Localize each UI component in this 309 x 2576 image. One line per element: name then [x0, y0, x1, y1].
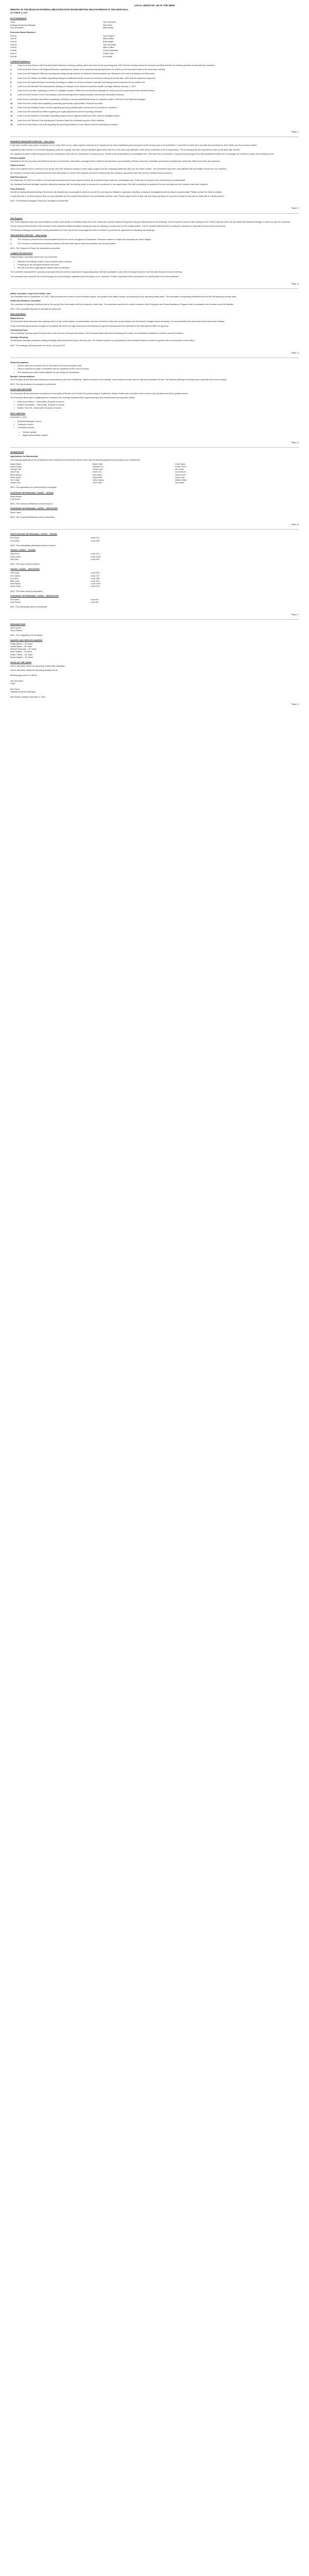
- list-item: David Hughes – 20 Years: [10, 655, 33, 658]
- member-name: Frank Green: [175, 465, 186, 468]
- motion-item: [10, 123, 299, 126]
- travel-heading: TRAVEL CARDS – ISSUED: [10, 549, 36, 552]
- member-name: Ryan Reid: [93, 476, 102, 479]
- list-item: • Met with local MLA regarding the skilled trades certification.: [18, 266, 299, 269]
- person-name: Matt Long: [10, 579, 20, 582]
- item-number: 4.: [10, 76, 12, 79]
- page-number: Page | 6: [291, 523, 299, 526]
- motion-text: MSC: The applications for membership be accepted.: [10, 486, 57, 489]
- bm-sub-heading: Staff Recruitment: [10, 176, 27, 179]
- travel-list: [10, 552, 299, 561]
- good-of-union-heading: GOOD OF THE UNION: [10, 660, 31, 664]
- person-name: Phil Olsen: [10, 598, 20, 601]
- committee-bullets: [10, 260, 299, 269]
- new-business-sub-heading: Scholarship Fund: [10, 328, 27, 331]
- paragraph: Our dispatch numbers remain strong and we are continuing to work with our contractors to ensure that our members are being utilized on all available work. We have seen an increase in requests for journeypersons with specialized tickets and I encourage our members to keep their training current.: [10, 152, 274, 155]
- list-item: [10, 558, 299, 561]
- paragraph: Our Assistant Business Manager has been attending meetings with the training center to discuss the recruitment of new apprentices. We will be providing an update at the next meeting once the numbers have been finalized.: [10, 183, 209, 186]
- treasurer-report: [10, 234, 299, 249]
- member-name: Edward Fox: [93, 465, 104, 468]
- treasurer-heading: TREASURER'S REPORT – Mike Meikle: [10, 234, 47, 237]
- member-name: Chris Davis: [175, 462, 185, 465]
- item-text: Letter from the Women's Committee requesting support for the regional conference. MSC that two delegates attend.: [18, 114, 121, 117]
- good-of-union-section: [10, 661, 299, 698]
- list-item: Carl Brown: [10, 498, 21, 501]
- membership-heading: MEMBERSHIP: [10, 451, 24, 454]
- new-business-bullets: [10, 364, 299, 374]
- board-member: Tom McCarthy: [103, 43, 116, 46]
- new-business-section: [10, 313, 299, 347]
- item-number: 1.: [10, 63, 12, 66]
- paragraph: The committee met on September 15, 2021. Topics included the review of recent incident reports, the update of the safety manual, and planning for the upcoming safety week. The committee is requesting additional funds for first aid training at remote sites.: [10, 295, 237, 298]
- motion-item: [10, 110, 299, 113]
- committee-sub-heading: Safety Committee report from Shawn Tyler: [10, 292, 51, 295]
- new-business-sub-heading: Member Communications: [10, 375, 35, 378]
- committee-reports: [10, 252, 299, 277]
- signature-role: Chair: [10, 682, 15, 685]
- bm-sub-body: [10, 167, 299, 174]
- item-number: 2.: [10, 242, 12, 245]
- motion-item: [10, 119, 299, 122]
- withdrawal-heading: HONORARY WITHDRAWAL CARDS – ISSUED: [10, 491, 54, 494]
- new-business-heading: NEW BUSINESS: [10, 312, 26, 315]
- paragraph: The committee also reviewed the recent changes to provincial labour legislation and the impact on our members. Further information will be provided to the membership in the next newsletter.: [10, 275, 179, 278]
- paragraph: The following applications for membership were reviewed by the Executive Board. MSC that the following applicants be accepted into membership.: [10, 458, 141, 461]
- member-name: Peter Quinn: [10, 476, 21, 479]
- bm-sub-heading: Pipeline Sector: [10, 164, 25, 167]
- member-name: Xavier York: [10, 481, 21, 484]
- list-item: Phillip Nelson – 40 Years: [10, 642, 33, 645]
- attendance-section: [10, 17, 299, 58]
- list-item: Terry Roberts: [10, 629, 23, 632]
- good-and-welfare: [10, 388, 299, 409]
- item-number: 8.: [10, 93, 12, 96]
- list-item: • Work is expected to begin in November and be completed by the end of the year.: [18, 367, 299, 370]
- motion-item: [10, 85, 299, 88]
- officer-role: Assistant Business Manager: [10, 23, 36, 26]
- item-number: 5.: [10, 80, 12, 83]
- board-unit: Unit #1: [10, 34, 17, 37]
- list-item: • Committee reports: [18, 426, 299, 429]
- page-number: Page | 2: [291, 207, 299, 210]
- board-heading: Executive Board Members:: [10, 31, 36, 34]
- item-text: Letter from the Apprenticeship Coordinator providing an update on current enrolment, wait lists and training blocks scheduled for the winter term.: [18, 80, 146, 83]
- item-number: 2.: [10, 68, 12, 71]
- bm-sub-body: [10, 160, 299, 162]
- list-item: • Sister Anne Wilson – retired after 30 years of service: [18, 400, 299, 403]
- person-local: Local 48: [91, 601, 98, 604]
- item-text: The Treasurer reviewed the investment portfolio and noted that returns have been positive over the last quarter.: [18, 242, 116, 245]
- list-item: • Business Manager's report: [18, 420, 299, 422]
- business-manager-report: [10, 140, 299, 202]
- motion-text: MSC: The honorary withdrawal cards be issued.: [10, 502, 53, 505]
- travel-list: [10, 536, 299, 541]
- paragraph: The Business Manager thanked the unit representatives for their reports and encouraged all units to continue to promote the importance of attending unit meetings.: [10, 229, 155, 232]
- list-item: • Treasurer's report: [18, 423, 299, 426]
- person-local: Local 213: [91, 574, 99, 577]
- member-name: Henry Irwin: [93, 468, 103, 471]
- member-name: George Hall: [10, 468, 21, 471]
- committee-heading: COMMITTEE REPORTS: [10, 252, 33, 255]
- committee-sub-heading: Health and Wellness Committee: [10, 299, 41, 302]
- item-text: Letter from the Credit Union regarding community sponsorship opportunities. Received and filed.: [18, 101, 104, 105]
- new-business-body: [10, 378, 299, 381]
- new-business-sub-heading: Office Renovations: [10, 361, 29, 364]
- new-business-body: [10, 339, 299, 342]
- item-text: Letter from the Safety Committee requesting funding for additional first aid courses for members working at remote sites. MSC that the request be approved.: [18, 76, 156, 79]
- member-name: Yves Zane: [93, 481, 102, 484]
- member-name: Sam Scott: [175, 476, 184, 479]
- person-local: Local 230: [91, 571, 99, 574]
- member-name: Oscar Price: [175, 473, 186, 476]
- committee-reports-cont: [10, 292, 299, 310]
- page-number: Page | 1: [291, 130, 299, 133]
- board-member: Shawn Tyler: [103, 52, 114, 55]
- motion-text: MSC: The participating withdrawal cards be issued.: [10, 544, 56, 547]
- paragraph: The Business Manager proposed holding a strategic planning session early in the new year. The session would be an opportunity for the Executive Board to review the goals of the Local and plan for the future.: [10, 339, 195, 342]
- item-number: 12.: [10, 110, 13, 113]
- paragraph: Negotiations with several of our smaller bargaining units are ongoing. We have reached tentative agreements with two of the units and ratification votes will be scheduled in the coming weeks. The remaining units are expected to return to the table later this fall.: [10, 148, 240, 151]
- board-member: Brian Wight: [103, 40, 114, 43]
- board-member: Eric Noble: [103, 55, 112, 58]
- paragraph: The Executive Board discussed improving communications with the membership. Options included a new website, social media accounts, and an improved newsletter format. The Business Manager will bring back a proposal at the next meeting.: [10, 378, 227, 381]
- motion-text: MSC: The Committee Reports be accepted as presented.: [10, 307, 61, 310]
- board-member: Dave Rogers: [103, 34, 115, 37]
- member-list: [10, 463, 299, 484]
- item-text: Letter from the Pension Trust Fund advising of the annual statement mailing schedule and member information sessions.: [18, 93, 125, 96]
- paragraph: The Chair requested each unit representative provide a brief update on activities within their units. Most units reported steady employment and good attendance at unit meetings. Unit #3 reported concerns with parking at one of their major job sites and has asked the Business Manager to follow up with the contractor.: [10, 220, 291, 223]
- motion-text: MSC: The Business Manager's Report be accepted as presented.: [10, 199, 69, 202]
- member-name: Walter White: [175, 479, 187, 482]
- item-number: 10.: [10, 101, 13, 105]
- document-subtitle: MINUTES OF THE REGULAR EXTERNAL (REX) EXECUTIVE BOARD MEETING HELD IN-PERSON AT THE UNION HALL: [10, 8, 129, 11]
- person-local: Local 993: [91, 585, 99, 588]
- page-number: Page | 8: [291, 702, 299, 705]
- person-name: Jeff Irving: [10, 571, 19, 574]
- motion-item: [10, 102, 299, 105]
- service-award-list: [10, 642, 299, 658]
- member-name: Adam Baker: [10, 462, 22, 465]
- list-item: Steve Quinn: [10, 626, 22, 629]
- person-local: Local 258: [91, 577, 99, 580]
- member-name: Mark Nelson: [10, 473, 22, 476]
- motion-item: [10, 242, 299, 245]
- motion-item: [10, 64, 299, 66]
- paragraph: The committee discussed the upcoming municipal elections and the importance of supporting labour-friendly candidates. A plan will be brought forward to the Executive Board at a future meeting.: [10, 270, 182, 274]
- bm-sub-heading: Shop Stewards: [10, 187, 25, 190]
- list-item: • The meeting room will remain available for use during the renovations.: [18, 371, 299, 374]
- paragraph: I would also like to remind everyone that our shop stewards are an important link between the membership and the Local. Please support them in their role and bring any issues or concerns forward so they can be dealt with in a timely manner.: [10, 195, 225, 198]
- person-name: Harry Grant: [10, 555, 21, 558]
- officer-name: Rob Stone: [103, 23, 113, 26]
- correspondence-section: [10, 60, 299, 126]
- new-business-body: [10, 332, 299, 334]
- bm-report-heading: BUSINESS MANAGER'S REPORT – Rob Stone: [10, 140, 55, 143]
- unit-reports-section: [10, 217, 299, 232]
- paragraph: It has been another busy couple of months for our Local. Work on our major projects continues to be steady and we have maintained good manpower levels across most of our jurisdiction. I would like to thank all of our staff and volunteers for their efforts over the summer months.: [10, 144, 258, 147]
- person-local: Local 1003: [91, 555, 101, 558]
- resignation-list: [10, 626, 299, 632]
- service-awards-heading: BADGES AND SERVICE AWARDS: [10, 638, 43, 641]
- page-divider: [10, 619, 299, 620]
- membership-body: [10, 459, 299, 461]
- page-divider: [10, 447, 299, 448]
- member-name: Zach Allen: [175, 481, 185, 484]
- travel-heading: TRAVEL CARDS – DEPOSITED: [10, 568, 40, 571]
- paragraph: The committee is planning a wellness fair for the spring. More information will be provided at a later date. The committee would like to remind members of the Employee and Family Assistance Program which is available to all members and their families.: [10, 302, 234, 306]
- member-name: Ian Jones: [175, 468, 184, 471]
- item-text: Letter from Rob Stone to the Executive Board Members outlining meeting dates and times for the upcoming year. MSC that the correspondence be received and filed and that the meeting calendar be accepted as presented.: [18, 63, 215, 66]
- officer-name: Mike Meikle: [103, 26, 114, 29]
- board-unit: Unit #5: [10, 46, 17, 49]
- motion-text: MSC: The honorary withdrawal card be deposited.: [10, 515, 55, 518]
- person-name: Nick Mason: [10, 582, 21, 585]
- travel-heading: PARTICIPATING WITHDRAWAL CARDS – ISSUED: [10, 533, 57, 536]
- minutes-document: [0, 0, 309, 705]
- list-item: Gerald Baker – 35 Years: [10, 645, 32, 648]
- paragraph: It was noted that any proposed changes to the bylaws will need to be approved by the membership at a general meeting and then submitted to the International Office for approval.: [10, 324, 169, 327]
- item-text: Letter from a contractor association requesting a meeting to discuss jurisdictional issues on a pipeline project. Referred to the Business Manager.: [18, 97, 146, 100]
- item-text: Letter from the Building Trades Council regarding upcoming political action events and the request for volunteers.: [18, 106, 118, 109]
- person-local: Local 424: [91, 552, 99, 555]
- paragraph: The Executive Board discussed the ongoing review of the Local's bylaws. A subcommittee has been formed to review the current bylaws and recommend changes where necessary. The subcommittee will report back at the December meeting.: [10, 320, 225, 323]
- item-number: 9.: [10, 97, 12, 100]
- member-name: Larry Moore: [175, 470, 186, 473]
- committee-sub-body: [10, 295, 299, 298]
- board-list: [10, 35, 299, 58]
- person-name: Eric Dunn: [10, 536, 20, 539]
- page-divider: [10, 213, 299, 214]
- paragraph: Nominations for the upcoming unit elections will open in November. Information packages will be mailed to all members in good standing. Please review the nomination procedures carefully and contact the office if you have any questions.: [10, 160, 220, 163]
- item-text: Letter from Rob Stone to all units regarding the upcoming elections for unit officers and the nomination procedure.: [18, 123, 118, 126]
- good-welfare-heading: GOOD AND WELFARE: [10, 388, 32, 391]
- page-number: Page | 4: [291, 351, 299, 354]
- paragraph: Work in the pipeline sector continues to be strong. We have members working on three major projects and are expecting additional calls over the winter months. The contractors have been very satisfied with the quality of work from our members.: [10, 167, 227, 170]
- page-divider: [10, 529, 299, 530]
- withdrawal-list: [10, 495, 299, 500]
- item-text: The Treasurer presented the financial statements for the month of August and September. Revenue remains on target and expenses are within budget.: [18, 238, 151, 241]
- committee-intro: Political Action Committee report from Jim Greenwell: [10, 256, 57, 259]
- motion-text: MSC: The resignations be accepted.: [10, 634, 43, 637]
- bm-report-body: [10, 144, 299, 155]
- motion-text: MSC: The travel cards be issued.: [10, 562, 40, 565]
- motion-item: [10, 106, 299, 109]
- person-local: Local 424: [91, 579, 99, 582]
- paragraph: We continue to monitor the jurisdictional issues that have arisen on some of the projects and will be meeting with the contractor association later this month to address these concerns.: [10, 171, 173, 174]
- board-unit: Unit #2: [10, 37, 17, 40]
- next-meeting-date: November 2, 2021: [10, 415, 27, 418]
- correspondence-list: [10, 64, 299, 126]
- paragraph: The Executive Board expressed condolences to the family of Brother John Smith who passed away in September. Brother Smith was a member of the Local for over 40 years and will be greatly missed.: [10, 392, 188, 395]
- travel-cards-section: [10, 533, 299, 565]
- motion-item: [10, 238, 299, 241]
- page-number: Page | 3: [291, 282, 299, 285]
- agenda-list: [10, 420, 299, 429]
- bm-sub-body: [10, 191, 299, 197]
- board-member: Frank Drinkwater: [103, 49, 118, 52]
- motion-item: [10, 81, 299, 83]
- resignations-section: [10, 623, 299, 658]
- travel-list: [10, 571, 299, 587]
- member-name: Kevin Lee: [93, 470, 102, 473]
- paragraph: The scholarship fund has grown this year due to the success of the golf tournament. The Executive Board discussed increasing the number of scholarships available to members and their children.: [10, 331, 184, 334]
- meeting-date: OCTOBER 5, 2021: [10, 11, 28, 14]
- withdrawal-heading: HONORARY WITHDRAWAL CARDS – DEPOSITED: [10, 507, 58, 510]
- motion-item: [10, 68, 299, 71]
- paragraph: Held a discussion about the upcoming United Way Campaign.: [10, 665, 65, 668]
- person-name: Fred Elliot: [10, 539, 20, 542]
- motion-item: [10, 89, 299, 92]
- item-number: 14.: [10, 118, 13, 122]
- member-name: David Evans: [10, 465, 22, 468]
- officer-name: Jim Greenwell: [103, 20, 116, 23]
- person-local: Local 993: [91, 557, 99, 561]
- item-number: 7.: [10, 89, 12, 92]
- signature-name: Rob Stone: [10, 688, 20, 691]
- attendance-heading: IN ATTENDANCE: [10, 16, 27, 20]
- unit-reports-body: [10, 221, 299, 232]
- person-name: Lou Kent: [10, 577, 19, 580]
- item-number: 3.: [10, 72, 12, 75]
- officer-role: Vice-President: [10, 26, 24, 29]
- withdrawal-section: [10, 492, 299, 518]
- board-unit: Unit #8: [10, 55, 17, 58]
- member-name: Victor Vance: [93, 479, 104, 482]
- membership-sub-heading: Applications for Membership: [10, 455, 38, 458]
- motion-text: MSC: The strategic planning session be held in January 2022.: [10, 344, 65, 347]
- person-local: Local 258: [91, 539, 99, 542]
- page-number: Page | 5: [291, 441, 299, 444]
- item-number: 15.: [10, 123, 13, 126]
- unit-reports-heading: Unit Reports: [10, 216, 23, 219]
- membership-section: [10, 451, 299, 488]
- board-member: Mark Collins: [103, 46, 114, 49]
- treasurer-items: [10, 238, 299, 245]
- member-name: Brian Clark: [93, 462, 103, 465]
- list-item: [10, 601, 299, 603]
- signature-name: Jim Greenwell: [10, 679, 23, 682]
- board-member: Mike Walker: [103, 37, 114, 40]
- new-business-cont: [10, 361, 299, 385]
- member-name: Jack King: [10, 470, 19, 473]
- page-number: Page | 7: [291, 613, 299, 616]
- board-unit: Unit #6: [10, 49, 17, 52]
- list-item: • Bylaw subcommittee update: [23, 434, 299, 436]
- withdrawal-list: [10, 511, 299, 514]
- motion-text: MSC: The new business be accepted as presented.: [10, 383, 57, 386]
- paragraph: On September 20, 2021 we hosted our annual golf tournament and it was a great success. All proceeds will go toward our scholarship fund. Thank you to everyone who volunteered and participated.: [10, 179, 186, 182]
- person-local: Local 48: [91, 598, 98, 601]
- list-item: • Preparing for the municipal elections next year.: [18, 263, 299, 266]
- member-name: Tim Turner: [10, 479, 20, 482]
- new-business-sub-heading: Strategic Planning: [10, 336, 28, 339]
- next-meeting-section: [10, 412, 299, 436]
- paragraph: Held a discussion about the upcoming holiday events.: [10, 669, 58, 672]
- travel-heading: HONORARY WITHDRAWAL CARDS – REINSTATED: [10, 594, 59, 597]
- list-item: Robert Fisher – 25 Years: [10, 653, 33, 656]
- signature-role: Assistant Business Manager: [10, 690, 36, 693]
- travel-deposited-section: [10, 568, 299, 608]
- motion-text: MSC: The withdrawal cards be reinstated.: [10, 605, 48, 608]
- item-number: 13.: [10, 114, 13, 117]
- list-item: Dave Carter: [10, 511, 21, 514]
- retirement-list: [10, 400, 299, 410]
- board-unit: Unit #7: [10, 52, 17, 55]
- item-number: 6.: [10, 84, 12, 88]
- correspondence-heading: CORRESPONDENCE: [10, 60, 30, 63]
- list-item: • Election update: [23, 431, 299, 433]
- agenda-sub-list: [10, 431, 299, 436]
- motion-item: [10, 72, 299, 75]
- next-meeting-heading: NEXT MEETING: [10, 412, 26, 415]
- board-unit: Unit #3: [10, 40, 17, 43]
- item-text: Letter from the Benefits Plan Administrator advising of changes to the dental and extended health coverage effective January 1, 2022.: [18, 84, 136, 88]
- list-item: [10, 585, 299, 587]
- motion-item: [10, 114, 299, 117]
- list-item: Brian Adams: [10, 495, 22, 498]
- person-local: Local 213: [91, 536, 99, 539]
- list-item: • Brother Tom Hill – retired after 28 years of service: [18, 406, 299, 409]
- list-item: • Attended the Building Trades Council political action meeting.: [18, 260, 299, 263]
- item-number: 1.: [10, 238, 12, 241]
- item-text: Letter from the International Office regarding per capita adjustments and the reporting schedule.: [18, 110, 102, 113]
- list-item: • Brother Paul Martin – retired after 35 years of service: [18, 403, 299, 406]
- new-business-sub-heading: Bylaw Review: [10, 317, 24, 320]
- officer-role: Chair: [10, 20, 15, 23]
- item-number: 11.: [10, 106, 13, 109]
- document-title: LOCAL UNION NO. 48 OF THE IBEW: [134, 4, 175, 7]
- officer-list: [10, 21, 299, 29]
- next-meeting-note: Next Board meeting: November 2, 2021: [10, 695, 46, 698]
- item-text: Letter from a member requesting a review of a dispatch decision. Referred to the Business Manager for follow up and a report back to the Executive Board.: [18, 89, 155, 92]
- person-name: Rick Parker: [10, 601, 21, 604]
- list-item: Brent Walker – 25 Years: [10, 650, 32, 653]
- item-text: Letter from the Regional Office announcing upcoming training sessions for Business Representatives and Stewards to be held in Kamloops and Vancouver.: [18, 72, 156, 75]
- list-item: • Quotes have been received for the renovation of the front reception area.: [18, 364, 299, 367]
- person-name: Owen Nash: [10, 585, 21, 588]
- paragraph: The Executive Board also congratulated the members who recently completed their apprenticeships and received their journeyperson tickets.: [10, 396, 135, 399]
- motion-item: [10, 98, 299, 100]
- board-unit: Unit #4: [10, 43, 17, 46]
- person-name: Ivan Hart: [10, 557, 19, 561]
- person-name: Gary Ford: [10, 552, 20, 555]
- motion-item: [10, 77, 299, 79]
- travel-list: [10, 598, 299, 603]
- motion-item: [10, 93, 299, 96]
- item-text: Letter from Rob Stone to the Regional Director requesting the release of the quarterly financial statements for review by the Executive Board at the November meeting.: [18, 68, 166, 71]
- resignations-heading: RESIGNATIONS: [10, 622, 26, 625]
- committee-sub-body: [10, 303, 299, 306]
- adjournment-text: Meeting adjourned at 1:55PM: [10, 673, 37, 676]
- motion-text: MSC: The travel cards be deposited.: [10, 589, 43, 592]
- committee-body: [10, 270, 299, 277]
- good-welfare-body: [10, 392, 299, 399]
- bm-sub-heading: Election Update: [10, 157, 26, 160]
- motion-text: MSC: The Treasurer's Report be accepted as presented.: [10, 247, 61, 250]
- paragraph: Unit #5 reported that several of their members have completed additional safety training and they are planning a social event for the holiday season. Unit #7 reported that they will be looking for volunteers to help with the food drive in December.: [10, 225, 226, 228]
- list-item: Michael Reynolds – 30 Years: [10, 648, 37, 651]
- list-item: [10, 539, 299, 542]
- item-text: Letter from the Retirees Club thanking the Executive Board for continued support of their activities.: [18, 118, 105, 122]
- person-local: Local 1003: [91, 582, 101, 585]
- new-business-body: [10, 320, 299, 327]
- paragraph: We will be holding steward training in November. All stewards are encouraged to attend as we will be covering new material on grievance handling, workplace investigations and the duty to accommodate. Please contact the office to register.: [10, 190, 222, 193]
- member-name: Neil Owen: [93, 473, 102, 476]
- good-of-union-body: [10, 665, 299, 671]
- person-name: Ken James: [10, 574, 21, 577]
- bm-sub-body: [10, 179, 299, 185]
